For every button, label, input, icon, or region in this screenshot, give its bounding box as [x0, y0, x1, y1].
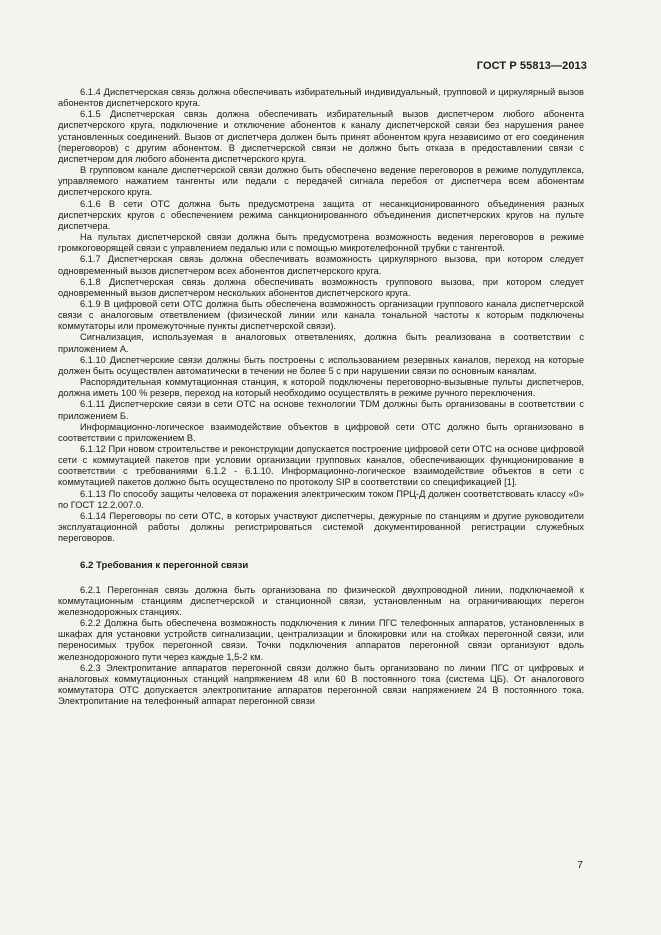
paragraph: 6.1.8 Диспетчерская связь должна обеспечивать возможность группового вызова, при котором следует одновременный вызов диспетчером нескольких абонентов диспетчерского круга. — [58, 276, 584, 298]
document-code-header: ГОСТ Р 55813—2013 — [476, 60, 587, 72]
paragraph: 6.1.10 Диспетчерские связи должны быть построены с использованием резервных каналов, переход на которые должен быть осуществлен автоматически в течении не более 5 с при нарушении связи по основным каналам. — [58, 354, 584, 376]
paragraph: 6.1.14 Переговоры по сети ОТС, в которых участвуют диспетчеры, дежурные по станциям и другие руководители эксплуатационной работы должны регистрироваться системой документированной регистрации служебных переговоров. — [58, 510, 584, 544]
paragraph: 6.2.1 Перегонная связь должна быть организована по физической двухпроводной линии, подключаемой к коммутационным станциям диспетчерской и станционной связи, установленным на ограничивающих перегон железнодорожных станциях. — [58, 584, 584, 617]
paragraph: Сигнализация, используемая в аналоговых ответвлениях, должна быть реализована в соответствии с приложением А. — [58, 332, 584, 354]
paragraph: 6.1.12 При новом строительстве и реконструкции допускается построение цифровой сети ОТС на основе цифровой сети с коммутацией пакетов при условии организации групповых каналов, обеспечивающих функционирование в соответствии с требованиями 6.1.2 - 6.1.10. Информационно-логическое взаимодействие объектов в сети с коммутацией пакетов должно быть осуществлено по протоколу SIP в соответствии со спецификацией [1]. — [58, 444, 584, 488]
paragraph: Информационно-логическое взаимодействие объектов в цифровой сети ОТС должно быть организовано в соответствии с приложением В. — [58, 421, 584, 443]
paragraph: В групповом канале диспетчерской связи должно быть обеспечено ведение переговоров в режиме полудуплекса, управляемого нажатием тангенты или педали с передачей сигнала перебоя от диспетчера всем абонентам диспетчерского круга. — [58, 165, 584, 198]
paragraph: 6.1.4 Диспетчерская связь должна обеспечивать избирательный индивидуальный, групповой и циркулярный вызов абонентов диспетчерского круга. — [58, 87, 584, 109]
page-number: 7 — [577, 859, 583, 871]
paragraph: 6.1.13 По способу защиты человека от поражения электрическим током ПРЦ-Д должен соответствовать классу «0» по ГОСТ 12.2.007.0. — [58, 488, 584, 510]
paragraph: 6.1.11 Диспетчерские связи в сети ОТС на основе технологии TDM должны быть организованы в соответствии с приложением Б. — [58, 399, 584, 421]
section-6-1-continued — [58, 87, 584, 544]
section-heading: 6.2 Требования к перегонной связи — [80, 560, 249, 572]
document-body — [58, 87, 584, 707]
paragraph: На пультах диспетчерской связи должна быть предусмотрена возможность ведения переговоров в режиме громкоговорящей связи с управлением педалью или с помощью микротелефонной трубки с тангентой. — [58, 232, 584, 254]
paragraph: 6.1.7 Диспетчерская связь должна обеспечивать возможность циркулярного вызова, при котором следует одновременный вызов диспетчером всех абонентов диспетчерского круга. — [58, 254, 584, 276]
paragraph: 6.1.6 В сети ОТС должна быть предусмотрена защита от несанкционированного объединения разных диспетчерских кругов с обеспечением режима санкционированного объединения диспетчерских кругов на пульте диспетчера. — [58, 198, 584, 231]
paragraph: Распорядительная коммутационная станция, к которой подключены переговорно-вызывные пульты диспетчеров, должна иметь 100 % резерв, переход на который необходимо осуществлять в режиме ручного переключения. — [58, 377, 584, 399]
paragraph: 6.2.3 Электропитание аппаратов перегонной связи должно быть организовано по линии ПГС от цифровых и аналоговых коммутационных станций напряжением 48 или 60 В постоянного тока (система ЦБ). От аналогового коммутатора ОТС допускается электропитание аппаратов перегонной связи напряжением 24 В постоянного тока. Электропитание на телефонный аппарат перегонной связи — [58, 662, 584, 707]
paragraph: 6.1.9 В цифровой сети ОТС должна быть обеспечена возможность организации группового канала диспетчерской связи с аналоговым ответвлением (физической линии или канала тональной частоты к которым подключены коммутаторы или промежуточные пункты диспетчерской связи). — [58, 298, 584, 332]
paragraph: 6.1.5 Диспетчерская связь должна обеспечивать избирательный вызов диспетчером любого абонента диспетчерского круга, подключение и отключение абонентов к каналу диспетчерской связи без нарушения ранее установленных соединений. Вызов от диспетчера должен быть принят абонентом круга независимо от его соединения (переговоров) с другим абонентом. В диспетчерской связи не должно быть отказа в предоставлении связи с диспетчером для любого абонента диспетчерского круга. — [58, 109, 584, 164]
paragraph: 6.2.2 Должна быть обеспечена возможность подключения к линии ПГС телефонных аппаратов, установленных в шкафах для установки устройств сигнализации, централизации и блокировки или на стойках перегонной связи, или переносимых трубок перегонной связи. Точки подключения аппаратов перегонной связи организуют вдоль железнодорожного пути через каждые 1,5-2 км. — [58, 618, 584, 662]
section-6-2-body — [58, 585, 584, 708]
